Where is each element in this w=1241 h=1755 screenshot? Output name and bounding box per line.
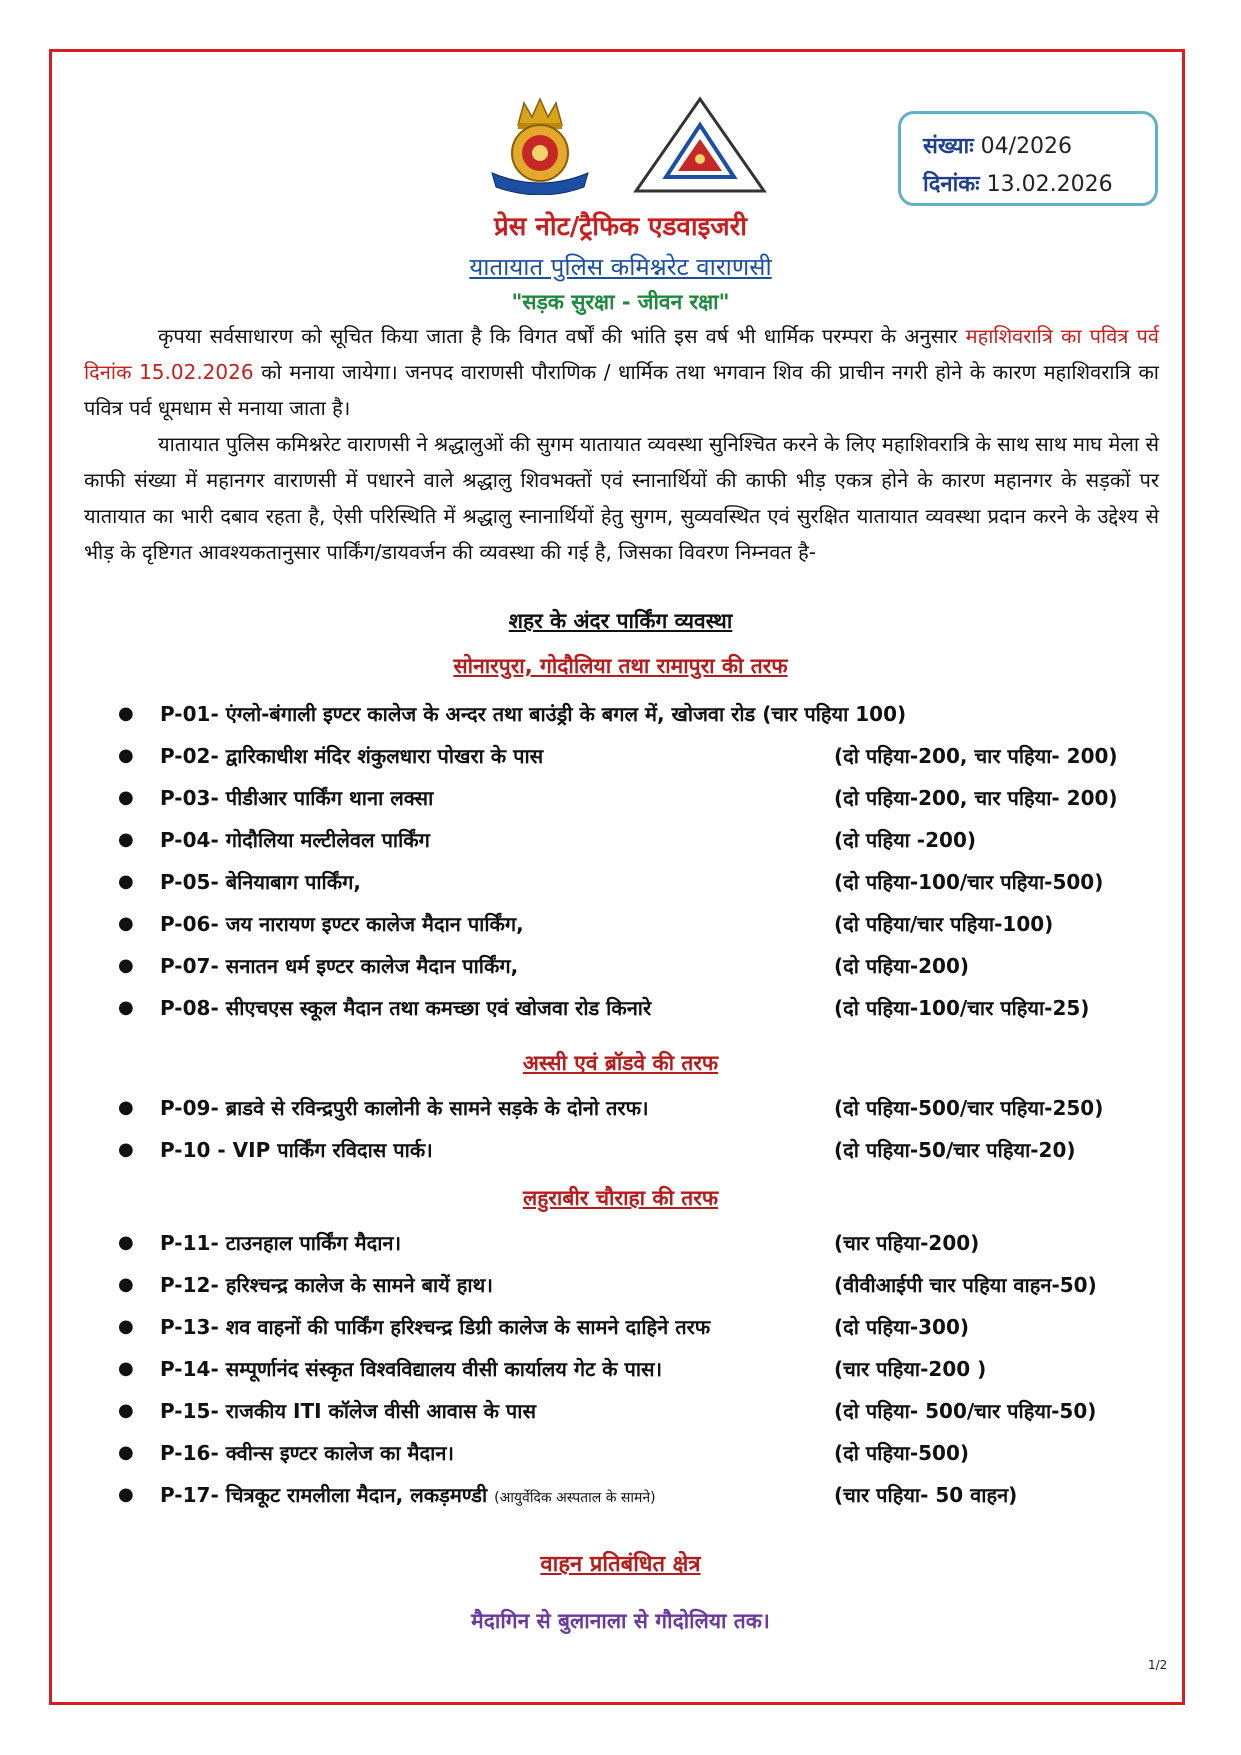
list-item <box>118 945 1158 987</box>
bullet-icon: ● <box>118 1139 134 1160</box>
parking-capacity: (दो पहिया- 500/चार पहिया-50) <box>834 1399 1097 1423</box>
up-police-emblem-icon <box>480 95 600 195</box>
parking-name: P-11- टाउनहाल पार्किंग मैदान। <box>160 1231 402 1255</box>
parking-capacity: (दो पहिया-300) <box>834 1315 970 1339</box>
parking-list <box>118 1087 1158 1171</box>
list-item <box>118 735 1158 777</box>
parking-capacity: (चार पहिया-200) <box>834 1231 980 1255</box>
list-item <box>118 1264 1158 1306</box>
list-item <box>118 1129 1158 1171</box>
bullet-icon: ● <box>118 1400 134 1421</box>
parking-capacity: (दो पहिया-50/चार पहिया-20) <box>834 1138 1076 1162</box>
bullet-icon: ● <box>118 787 134 808</box>
area-heading: लहुराबीर चौराहा की तरफ <box>522 1186 719 1210</box>
parking-name: P-03- पीडीआर पार्किंग थाना लक्सा <box>160 786 434 810</box>
bullet-icon: ● <box>118 871 134 892</box>
page-subtitle: यातायात पुलिस कमिश्नरेट वाराणसी <box>469 253 772 281</box>
parking-capacity: (चार पहिया-200 ) <box>834 1357 987 1381</box>
parking-capacity: (दो पहिया-200, चार पहिया- 200) <box>834 744 1118 768</box>
area-heading: सोनारपुरा, गोदौलिया तथा रामापुरा की तरफ <box>453 654 788 678</box>
parking-name-row <box>160 1474 656 1519</box>
reference-box <box>898 111 1158 206</box>
parking-name: P-14- सम्पूर्णानंद संस्कृत विश्वविद्यालय वीसी कार्यालय गेट के पास। <box>160 1357 663 1381</box>
parking-capacity: (दो पहिया-200) <box>834 954 970 978</box>
parking-name: P-05- बेनियाबाग पार्किंग, <box>160 870 361 894</box>
list-item <box>118 819 1158 861</box>
section-heading: शहर के अंदर पार्किंग व्यवस्था <box>508 609 733 633</box>
parking-name: P-04- गोदौलिया मल्टीलेवल पार्किंग <box>160 828 430 852</box>
list-item <box>118 1222 1158 1264</box>
bullet-icon: ● <box>118 955 134 976</box>
parking-list <box>118 1222 1158 1516</box>
bullet-icon: ● <box>118 997 134 1018</box>
page-title: प्रेस नोट/ट्रैफिक एडवाइजरी <box>494 212 747 242</box>
page-number: 1/2 <box>1148 1658 1168 1672</box>
parking-capacity: (वीवीआईपी चार पहिया वाहन-50) <box>834 1273 1097 1297</box>
list-item <box>118 903 1158 945</box>
ref-number-row <box>923 128 1133 166</box>
details-text: यातायात पुलिस कमिश्नरेट वाराणसी ने श्रद्धालुओं की सुगम यातायात व्यवस्था सुनिश्चित करने के लिए महाशिवरात्रि के साथ साथ माघ मेला से काफी संख्या में महानगर वाराणसी में पधारने वाले श्रद्धालु शिवभक्तों एवं स्नानार्थियों की काफी भीड़ एकत्र होने के कारण महानगर के सड़कों पर यातायात का भारी दबाव रहता है, ऐसी परिस्थिति में श्रद्धालु स्नानार्थियों हेतु सुगम, सुव्यवस्थित एवं सुरक्षित यातायात व्यवस्था प्रदान करने के उद्देश्य से भीड़ के दृष्टिगत आवश्यकतानुसार पार्किंग/डायवर्जन की व्यवस्था की गई है, जिसका विवरण निम्नवत है- <box>84 432 1159 564</box>
parking-name: P-06- जय नारायण इण्टर कालेज मैदान पार्किंग, <box>160 912 524 936</box>
list-item <box>118 861 1158 903</box>
parking-name: P-09- ब्राडवे से रविन्द्रपुरी कालोनी के सामने सड़के के दोनो तरफ। <box>160 1096 649 1120</box>
intro-text-end: को मनाया जायेगा। जनपद वाराणसी पौराणिक / धार्मिक तथा भगवान शिव की प्राचीन नगरी होने के कारण महाशिवरात्रि का पवित्र पर्व धूमधाम से मनाया जाता है। <box>84 360 1159 420</box>
parking-name: P-17- चित्रकूट रामलीला मैदान, लकड़मण्डी <box>160 1483 488 1507</box>
list-item <box>118 1432 1158 1474</box>
parking-name-note: (आयुर्वेदिक अस्पताल के सामने) <box>494 1490 656 1506</box>
list-item <box>118 693 1158 735</box>
parking-name: P-10 - VIP पार्किंग रविदास पार्क। <box>160 1138 433 1162</box>
area-heading: अस्सी एवं ब्रॉडवे की तरफ <box>522 1051 719 1075</box>
parking-capacity: (दो पहिया-500) <box>834 1441 970 1465</box>
ref-date-row <box>923 166 1133 204</box>
parking-name: P-01- एंग्लो-बंगाली इण्टर कालेज के अन्दर तथा बाउंड्री के बगल में, खोजवा रोड (चार पहिया 100) <box>160 702 907 726</box>
restricted-heading: वाहन प्रतिबंधित क्षेत्र <box>540 1552 701 1577</box>
parking-capacity: (दो पहिया-500/चार पहिया-250) <box>834 1096 1104 1120</box>
list-item <box>118 1390 1158 1432</box>
bullet-icon: ● <box>118 1358 134 1379</box>
commissionerate-logo-icon <box>630 95 770 195</box>
parking-capacity: (चार पहिया- 50 वाहन) <box>834 1483 1018 1507</box>
parking-name: P-13- शव वाहनों की पार्किंग हरिश्चन्द्र डिग्री कालेज के सामने दाहिने तरफ <box>160 1315 711 1339</box>
parking-name: P-02- द्वारिकाधीश मंदिर शंकुलधारा पोखरा के पास <box>160 744 544 768</box>
intro-paragraph <box>84 318 1159 426</box>
parking-capacity: (दो पहिया -200) <box>834 828 976 852</box>
details-paragraph <box>84 426 1159 570</box>
restricted-text: मैदागिन से बुलानाला से गौदोलिया तक। <box>471 1609 770 1633</box>
parking-name: P-16- क्वीन्स इण्टर कालेज का मैदान। <box>160 1441 454 1465</box>
parking-capacity: (दो पहिया-100/चार पहिया-500) <box>834 870 1104 894</box>
bullet-icon: ● <box>118 1232 134 1253</box>
bullet-icon: ● <box>118 703 134 724</box>
list-item <box>118 987 1158 1029</box>
parking-capacity: (दो पहिया-100/चार पहिया-25) <box>834 996 1090 1020</box>
ref-number-label: संख्याः <box>923 134 974 159</box>
bullet-icon: ● <box>118 1442 134 1463</box>
parking-name: P-15- राजकीय ITI कॉलेज वीसी आवास के पास <box>160 1399 536 1423</box>
slogan: "सड़क सुरक्षा - जीवन रक्षा" <box>511 290 730 314</box>
intro-highlight: महाशिवरात्रि का पवित्र पर्व दिनांक 15.02.2026 <box>84 324 1159 384</box>
logo-area <box>480 95 780 195</box>
list-item <box>118 777 1158 819</box>
list-item <box>118 1087 1158 1129</box>
bullet-icon: ● <box>118 745 134 766</box>
parking-name: P-08- सीएचएस स्कूल मैदान तथा कमच्छा एवं खोजवा रोड किनारे <box>160 996 652 1020</box>
bullet-icon: ● <box>118 913 134 934</box>
list-item <box>118 1474 1158 1516</box>
ref-date-value: 13.02.2026 <box>986 172 1113 197</box>
bullet-icon: ● <box>118 1274 134 1295</box>
intro-text-start: कृपया सर्वसाधारण को सूचित किया जाता है कि विगत वर्षों की भांति इस वर्ष भी धार्मिक परम्परा के अनुसार <box>158 324 966 348</box>
parking-capacity: (दो पहिया-200, चार पहिया- 200) <box>834 786 1118 810</box>
list-item <box>118 1306 1158 1348</box>
bullet-icon: ● <box>118 1097 134 1118</box>
bullet-icon: ● <box>118 829 134 850</box>
parking-list <box>118 693 1158 1029</box>
ref-date-label: दिनांकः <box>923 172 980 197</box>
ref-number-value: 04/2026 <box>980 134 1073 159</box>
parking-name: P-07- सनातन धर्म इण्टर कालेज मैदान पार्किंग, <box>160 954 519 978</box>
list-item <box>118 1348 1158 1390</box>
parking-name: P-12- हरिश्चन्द्र कालेज के सामने बायें हाथ। <box>160 1273 493 1297</box>
parking-capacity: (दो पहिया/चार पहिया-100) <box>834 912 1054 936</box>
bullet-icon: ● <box>118 1484 134 1505</box>
bullet-icon: ● <box>118 1316 134 1337</box>
